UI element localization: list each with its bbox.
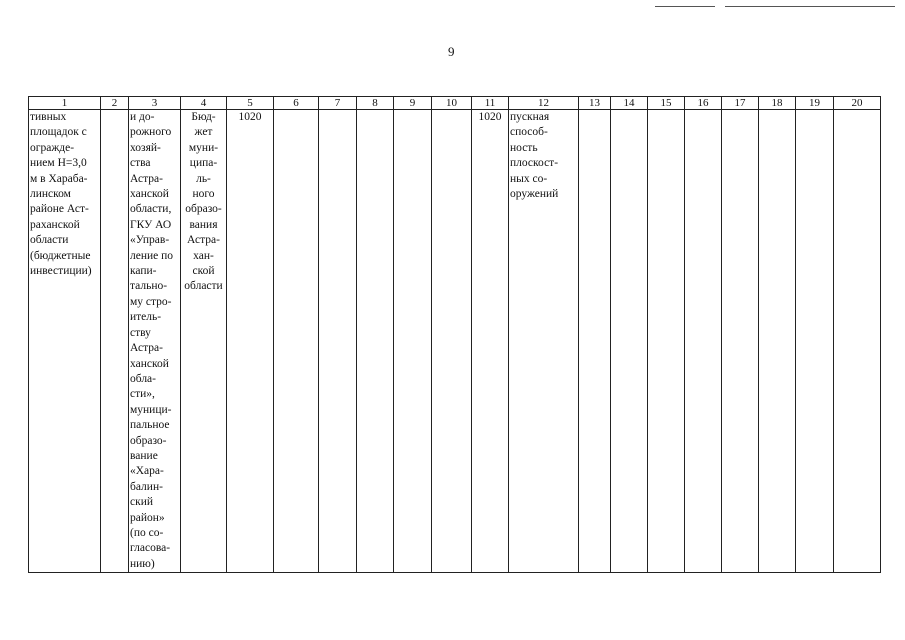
cell-text: 1020 xyxy=(478,111,502,123)
page-number: 9 xyxy=(448,44,455,59)
cell-text: Бюд- жет муни- ципа- ль- ного образо- вания Астра- хан- ской области xyxy=(184,111,223,293)
column-header: 12 xyxy=(509,97,579,110)
column-header: 15 xyxy=(648,97,685,110)
cell-total-amount xyxy=(227,110,274,573)
header-row xyxy=(29,97,881,110)
column-header: 10 xyxy=(432,97,472,110)
table-cell xyxy=(648,110,685,573)
scan-artifact-line-2 xyxy=(725,6,895,7)
table-cell xyxy=(101,110,129,573)
table-cell xyxy=(319,110,357,573)
column-header: 1 xyxy=(29,97,101,110)
scan-artifact-line-1 xyxy=(655,6,715,7)
table-row xyxy=(29,110,881,573)
column-header: 9 xyxy=(394,97,432,110)
table-cell xyxy=(432,110,472,573)
column-header: 17 xyxy=(722,97,759,110)
cell-executors xyxy=(129,110,181,573)
column-header: 3 xyxy=(129,97,181,110)
budget-table xyxy=(28,96,881,573)
table-cell xyxy=(274,110,319,573)
cell-indicator xyxy=(509,110,579,573)
table-cell xyxy=(796,110,834,573)
column-header: 6 xyxy=(274,97,319,110)
column-header: 11 xyxy=(472,97,509,110)
column-header: 18 xyxy=(759,97,796,110)
table-cell xyxy=(722,110,759,573)
table-cell xyxy=(685,110,722,573)
cell-text: тивных площадок с ограждe- нием H=3,0 м в Хараба- линском районе Аст- раханской области (бюджетные инвестиции) xyxy=(30,111,92,278)
column-header: 13 xyxy=(579,97,611,110)
column-header: 5 xyxy=(227,97,274,110)
column-header: 16 xyxy=(685,97,722,110)
column-header: 4 xyxy=(181,97,227,110)
table-cell xyxy=(834,110,881,573)
table-cell xyxy=(394,110,432,573)
cell-object-name xyxy=(29,110,101,573)
table-cell xyxy=(759,110,796,573)
cell-text: 1020 xyxy=(238,111,262,123)
cell-funding-source xyxy=(181,110,227,573)
column-header: 7 xyxy=(319,97,357,110)
table-cell xyxy=(357,110,394,573)
column-header: 14 xyxy=(611,97,648,110)
cell-text: пускная способ- ность плоскост- ных со- оружений xyxy=(510,111,559,201)
table-cell xyxy=(611,110,648,573)
column-header: 19 xyxy=(796,97,834,110)
cell-text: и до- рожного хозяй- ства Астра- ханской области, ГКУ АО «Управ- ление по капи- тально- му стро- итель- ству Астра- ханской обла- сти», муници- пальное образо- вание «Хара- балин- ский район» (по со- гласова- нию) xyxy=(130,111,174,570)
column-header: 2 xyxy=(101,97,129,110)
table-cell xyxy=(579,110,611,573)
column-header: 20 xyxy=(834,97,881,110)
cell-year-amount xyxy=(472,110,509,573)
column-header: 8 xyxy=(357,97,394,110)
